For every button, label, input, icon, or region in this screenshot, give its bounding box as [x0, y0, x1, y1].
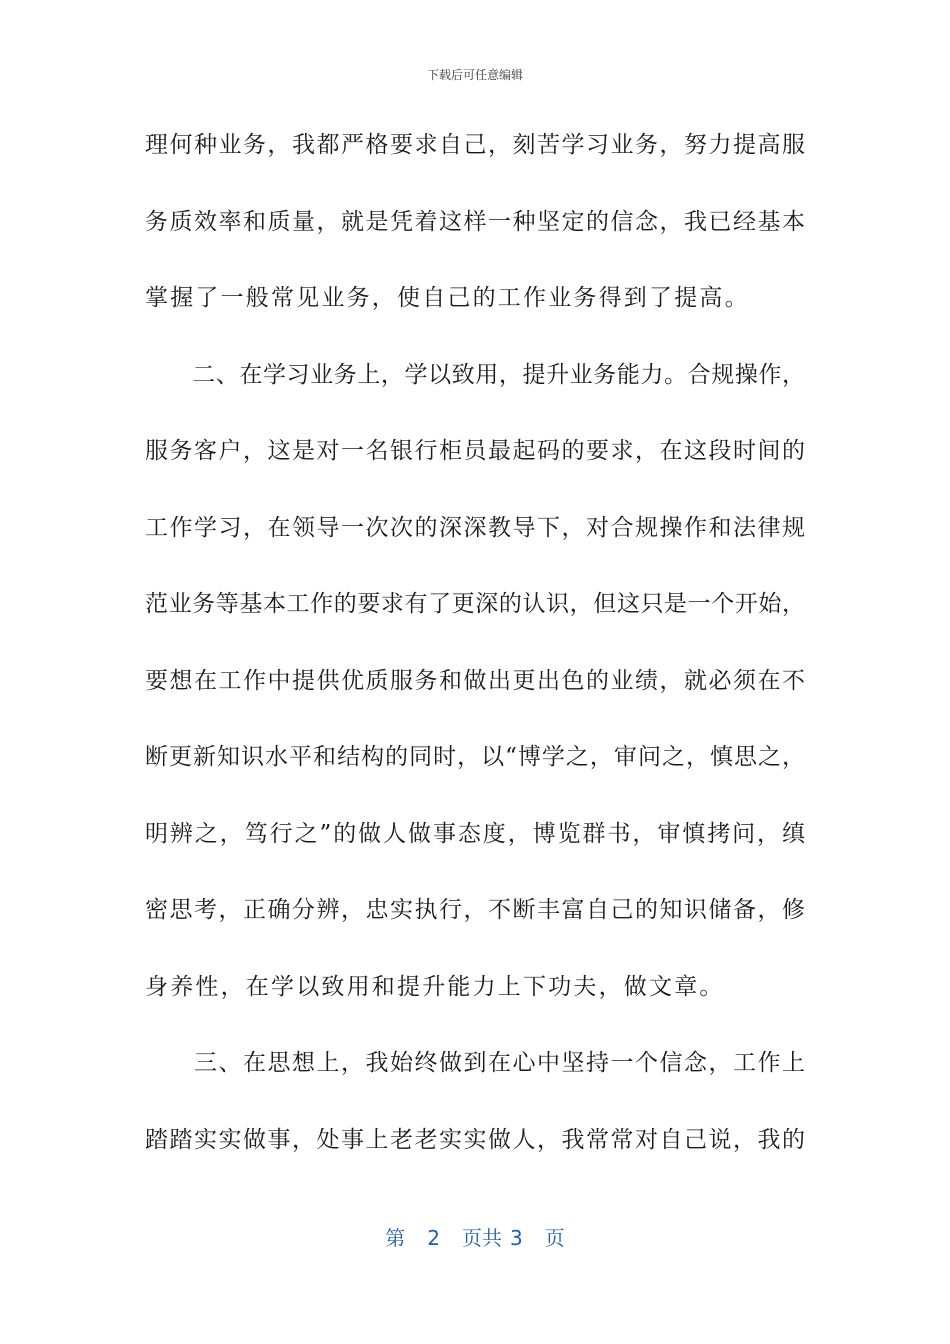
- current-page-number: 2: [427, 1226, 440, 1250]
- footer-suffix: 页: [544, 1226, 565, 1250]
- text-line: 身养性，在学以致用和提升能力上下功夫，做文章。: [145, 973, 725, 1000]
- footer-prefix: 第: [385, 1226, 406, 1250]
- page-footer: [0, 1224, 950, 1252]
- document-body: [145, 123, 805, 1194]
- text-line: 理何种业务，我都严格要求自己，刻苦学习业务，努力提高服: [145, 132, 805, 158]
- page-header: 下载后可任意编辑: [426, 68, 523, 82]
- footer-middle: 页共: [462, 1226, 502, 1250]
- total-page-number: 3: [510, 1226, 523, 1250]
- text-line: 断更新知识水平和结构的同时，以“博学之，审问之，慎思之，: [145, 744, 805, 770]
- text-line: 工作学习，在领导一次次的深深教导下，对合规操作和法律规: [145, 514, 805, 541]
- text-line: 服务客户，这是对一名银行柜员最起码的要求，在这段时间的: [145, 438, 805, 464]
- text-line: 明辨之，笃行之”的做人做事态度，博览群书，审慎拷问，缜: [145, 820, 805, 847]
- text-line: 掌握了一般常见业务，使自己的工作业务得到了提高。: [145, 285, 750, 311]
- text-line: 二、在学习业务上，学以致用，提升业务能力。合规操作，: [145, 361, 805, 388]
- text-line: 踏踏实实做事，处事上老老实实做人，我常常对自己说，我的: [145, 1126, 805, 1153]
- text-line: 要想在工作中提供优质服务和做出更出色的业绩，就必须在不: [145, 667, 805, 694]
- text-line: 三、在思想上，我始终做到在心中坚持一个信念，工作上: [145, 1050, 805, 1076]
- text-line: 范业务等基本工作的要求有了更深的认识，但这只是一个开始，: [145, 591, 805, 617]
- text-line: 密思考，正确分辨，忠实执行，不断丰富自己的知识储备，修: [145, 897, 805, 923]
- text-line: 务质效率和质量，就是凭着这样一种坚定的信念，我已经基本: [145, 208, 805, 235]
